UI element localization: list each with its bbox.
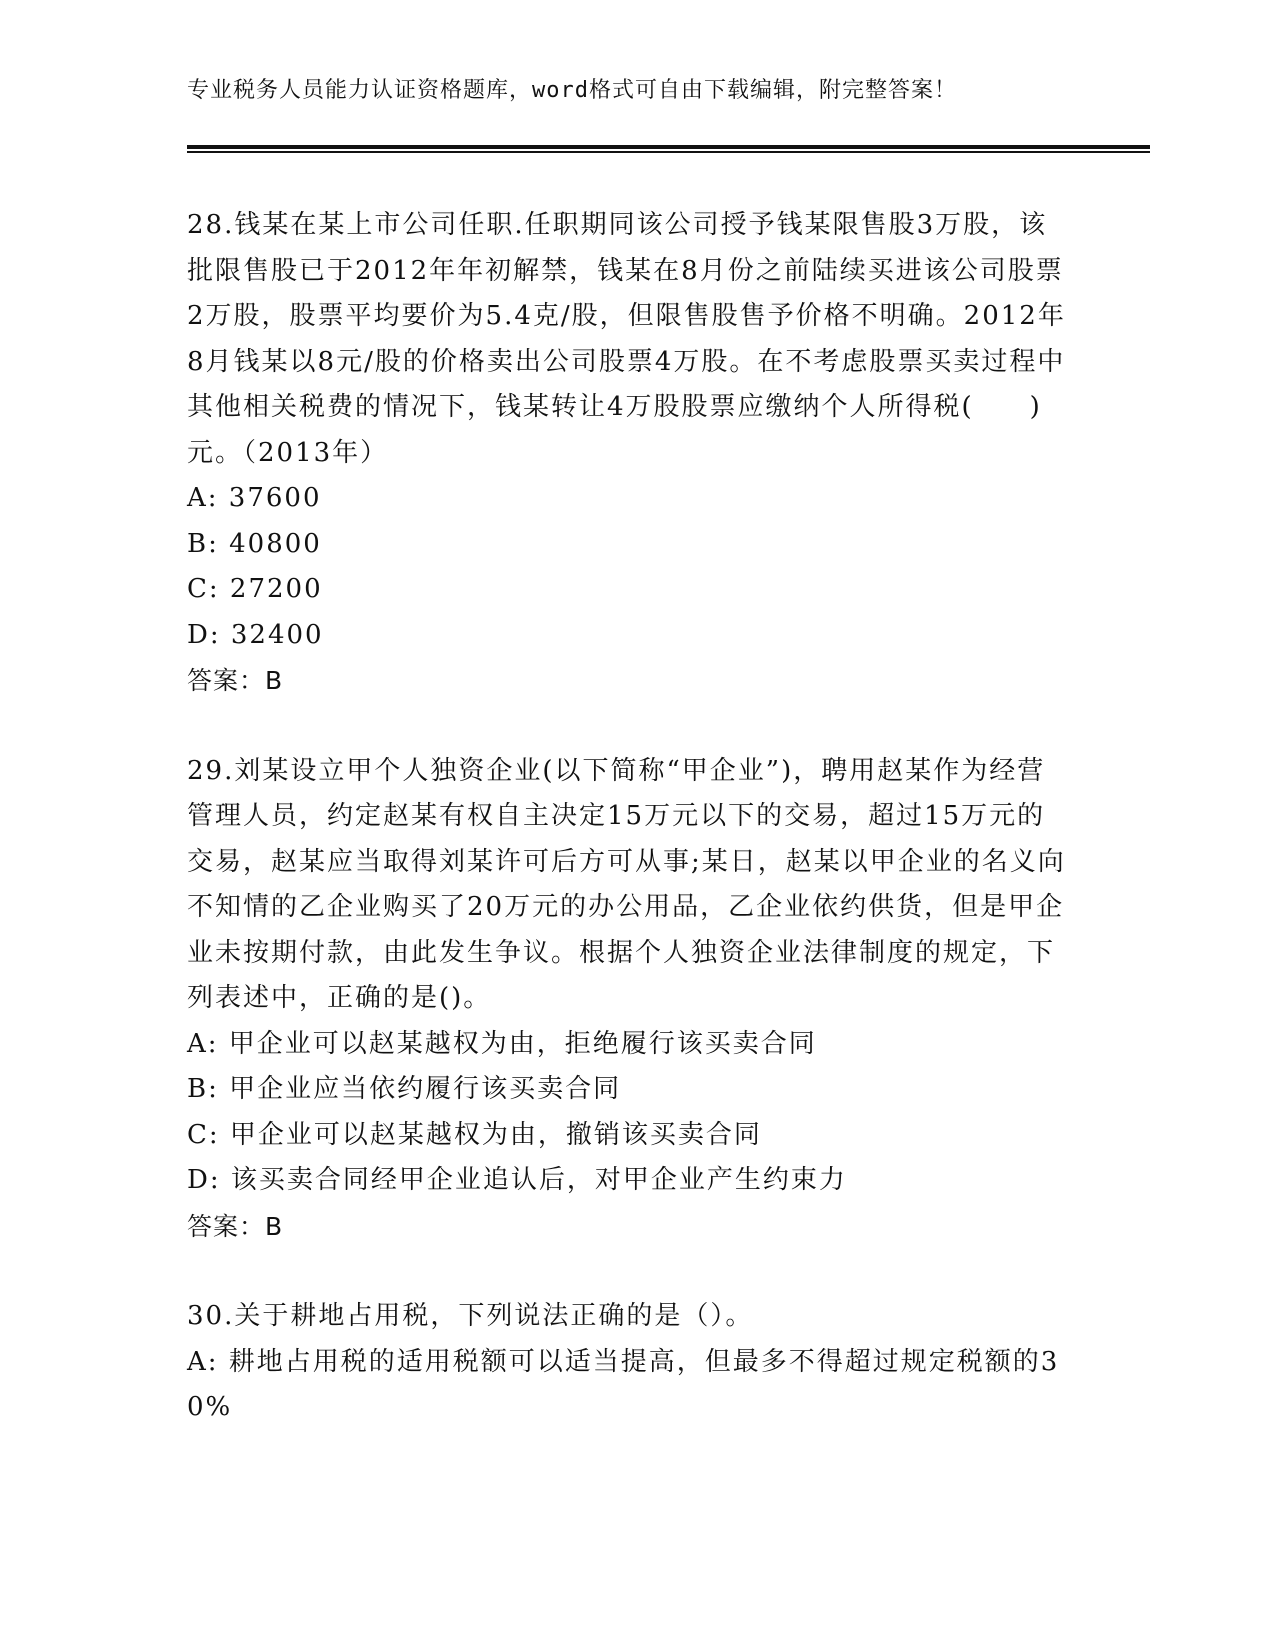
question-list [187, 203, 1067, 1431]
option-d: D: 32400 [187, 619, 324, 650]
option-a: A: 37600 [187, 483, 322, 513]
question-30 [187, 1294, 1067, 1431]
question-text: 28.钱某在某上市公司任职.任职期同该公司授予钱某限售股3万股，该批限售股已于2012年年初解禁，钱某在8月份之前陆续买进该公司股票2万股，股票平均要价为5.4克/股，但限售股售予价格不明确。2012年8月钱某以8元/股的价格卖出公司股票4万股。在不考虑股票买卖过程中其他相关税费的情况下，钱某转让4万股股票应缴纳个人所得税( )元。（2013年） [187, 210, 1066, 468]
option-a: A: 耕地占用税的适用税额可以适当提高，但最多不得超过规定税额的30% [187, 1346, 1060, 1422]
option-c: C: 甲企业可以赵某越权为由，撤销该买卖合同 [187, 1119, 762, 1150]
answer-label: 答案：B [187, 1211, 284, 1241]
option-c: C: 27200 [187, 574, 323, 604]
option-b: B: 甲企业应当依约履行该买卖合同 [187, 1074, 622, 1104]
header-divider-thin [187, 151, 1150, 153]
question-text: 30.关于耕地占用税，下列说法正确的是（）。 [187, 1301, 754, 1331]
page-header-title: 专业税务人员能力认证资格题库，word格式可自由下载编辑，附完整答案！ [187, 78, 957, 103]
question-text: 29.刘某设立甲个人独资企业(以下简称“甲企业”)，聘用赵某作为经营管理人员，约定赵某有权自主决定15万元以下的交易，超过15万元的交易，赵某应当取得刘某许可后方可从事;某日，赵某以甲企业的名义向不知情的乙企业购买了20万元的办公用品，乙企业依约供货，但是甲企业未按期付款，由此发生争议。根据个人独资企业法律制度的规定，下列表述中，正确的是()。 [187, 755, 1066, 1013]
option-a: A: 甲企业可以赵某越权为由，拒绝履行该买卖合同 [187, 1028, 817, 1059]
question-28 [187, 203, 1067, 704]
question-spacer [187, 704, 1067, 749]
option-b: B: 40800 [187, 528, 322, 559]
question-29 [187, 749, 1067, 1250]
answer-label: 答案：B [187, 666, 284, 695]
header-divider-thick [187, 145, 1150, 149]
question-spacer [187, 1249, 1067, 1294]
option-d: D: 该买卖合同经甲企业追认后，对甲企业产生约束力 [187, 1165, 847, 1195]
